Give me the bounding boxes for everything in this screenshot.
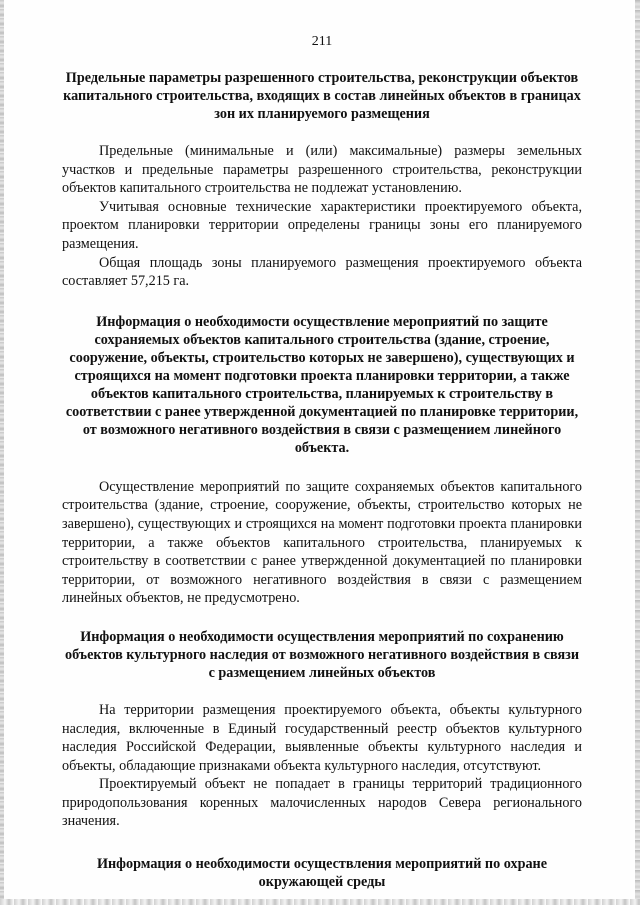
scan-edge-bottom	[0, 899, 640, 905]
page-number: 211	[311, 34, 333, 49]
paragraph: Предельные (минимальные и (или) максимальные) размеры земельных участков и предельные параметры разрешенного строительства, реконструкции объектов капитального строительства не подлежат установлению.	[62, 143, 582, 197]
section-heading: Информация о необходимости осуществление мероприятий по защите сохраняемых объектов капитального строительства (здание, строение, сооружение, объекты, строительство которых не завершено), существующих и строящихся на момент подготовки проекта планировки территории, а также объектов капитального строительства, планируемых к строительству в соответствии с ранее утвержденной документацией по планировке территории, от возможного негативного воздействия в связи с размещением линейного объекта.	[65, 313, 579, 456]
section-heading: Информация о необходимости осуществления мероприятий по сохранению объектов культурного наследия от возможного негативного воздействия в связи с размещением линейных объектов	[64, 628, 580, 681]
paragraph: Общая площадь зоны планируемого размещения проектируемого объекта составляет 57,215 га.	[62, 254, 582, 290]
section-limit-parameters	[62, 69, 582, 291]
section-protection-measures	[62, 313, 582, 608]
section-body	[62, 478, 582, 608]
paragraph: На территории размещения проектируемого объекта, объекты культурного наследия, включенные в Единый государственный реестр объектов культурного наследия Российской Федерации, выявленные объекты культурного наследия и объекты, обладающие признаками объекта культурного наследия, отсутствуют.	[62, 701, 582, 774]
section-body	[62, 701, 582, 831]
scan-edge-right	[635, 0, 640, 905]
section-heading: Предельные параметры разрешенного строительства, реконструкции объектов капитального строительства, входящих в состав линейных объектов в границах зон их планируемого размещения	[63, 70, 581, 122]
section-body	[62, 142, 582, 291]
section-environment-protection	[62, 855, 582, 891]
scan-edge-left	[0, 0, 4, 905]
page-content	[62, 33, 582, 891]
paragraph: Проектируемый объект не попадает в границы территорий традиционного природопользования коренных малочисленных народов Севера регионального значения.	[62, 776, 582, 830]
section-cultural-heritage	[62, 628, 582, 831]
paragraph: Учитывая основные технические характеристики проектируемого объекта, проектом планировки территории определены границы зоны его планируемого размещения.	[62, 198, 582, 252]
paragraph: Осуществление мероприятий по защите сохраняемых объектов капитального строительства (здание, строение, сооружение, объекты, строительство которых не завершено), существующих и строящихся на момент подготовки проекта планировки территории, а также объектов капитального строительства, планируемых к строительству в соответствии с ранее утвержденной документацией по планировки территории, от возможного негативного воздействия в связи с размещением линейных объектов, не предусмотрено.	[62, 478, 582, 607]
section-heading: Информация о необходимости осуществления мероприятий по охране окружающей среды	[96, 856, 548, 891]
